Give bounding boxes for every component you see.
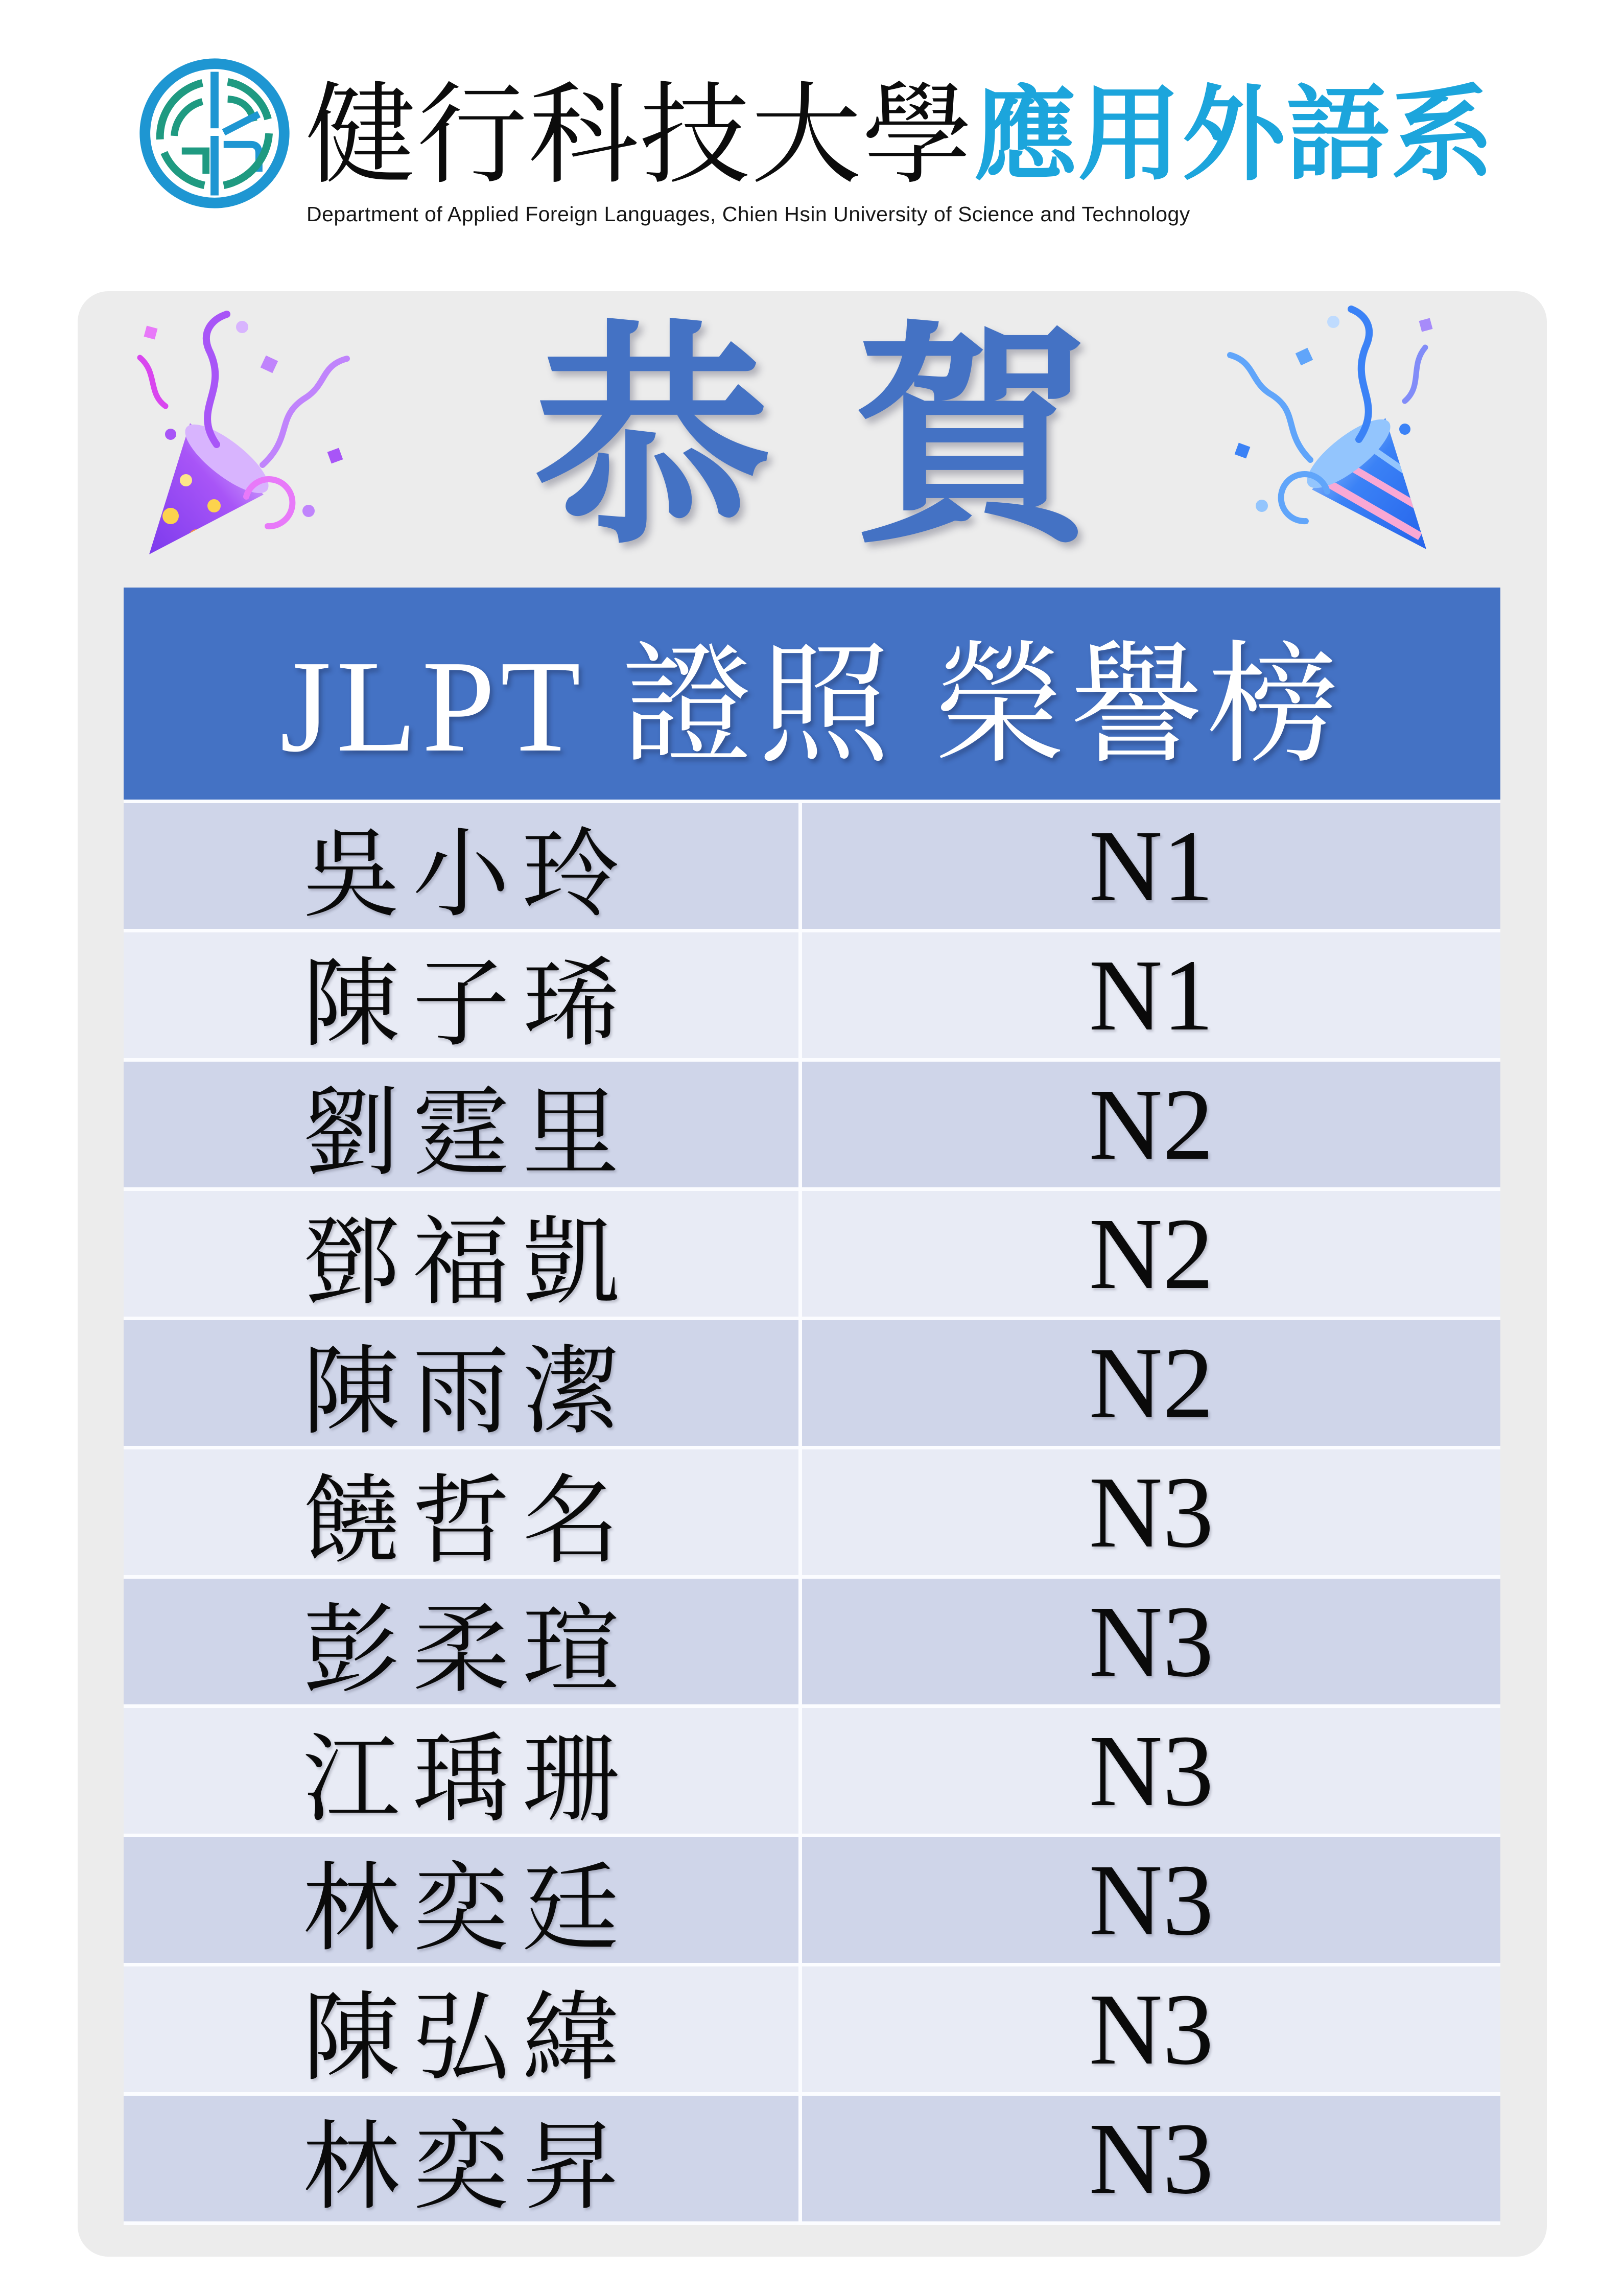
- student-name: 劉霆里: [302, 1080, 632, 1188]
- banner-title: JLPT 證照 榮譽榜: [279, 633, 1345, 779]
- student-name-cell: [124, 1579, 798, 1704]
- jlpt-level: N2: [1089, 1326, 1214, 1440]
- student-name: 陳雨潔: [302, 1339, 632, 1446]
- jlpt-level-cell: [802, 1837, 1500, 1963]
- header: [0, 0, 1624, 291]
- student-name-cell: [124, 1062, 798, 1187]
- student-name: 吳小玲: [302, 822, 632, 929]
- page-title: [305, 41, 1495, 209]
- jlpt-level: N3: [1089, 1973, 1214, 2086]
- student-name: 彭柔瑄: [302, 1597, 632, 1705]
- table-row: [124, 1191, 1500, 1317]
- jlpt-level: N3: [1089, 2102, 1214, 2215]
- student-name: 陳弘緯: [302, 1985, 632, 2093]
- jlpt-level: N2: [1089, 1197, 1214, 1310]
- student-name-cell: [124, 932, 798, 1058]
- student-name-cell: [124, 1966, 798, 2092]
- university-name-zh: 健行科技大學: [305, 75, 974, 197]
- honor-card: [78, 291, 1547, 2257]
- jlpt-level: N3: [1089, 1714, 1214, 1828]
- jlpt-level-cell: [802, 803, 1500, 929]
- student-name-cell: [124, 1708, 798, 1834]
- table-row: [124, 1449, 1500, 1575]
- jlpt-level-cell: [802, 1579, 1500, 1704]
- jlpt-level-cell: [802, 1320, 1500, 1446]
- student-name: 林奕廷: [302, 1856, 632, 1963]
- jlpt-level-cell: [802, 2096, 1500, 2221]
- jlpt-banner: [124, 588, 1500, 800]
- table-row: [124, 803, 1500, 929]
- student-name-cell: [124, 1837, 798, 1963]
- table-row: [124, 1320, 1500, 1446]
- student-name-cell: [124, 1320, 798, 1446]
- student-name: 饒哲名: [302, 1468, 632, 1576]
- table-row: [124, 1837, 1500, 1963]
- jlpt-level: N1: [1089, 809, 1214, 923]
- department-name-en: Department of Applied Foreign Languages, Chien Hsin University of Science and Technology: [307, 202, 1190, 226]
- jlpt-level: N3: [1089, 1585, 1214, 1698]
- table-row: [124, 1966, 1500, 2092]
- student-name: 林奕昇: [302, 2114, 632, 2222]
- student-name-cell: [124, 2096, 798, 2221]
- jlpt-level-cell: [802, 1191, 1500, 1317]
- jlpt-level-cell: [802, 1966, 1500, 2092]
- congrats-title: 恭賀: [534, 310, 1175, 571]
- jlpt-level-cell: [802, 1708, 1500, 1834]
- student-name-cell: [124, 1191, 798, 1317]
- jlpt-level-cell: [802, 1449, 1500, 1575]
- student-name-cell: [124, 803, 798, 929]
- chien-hsin-university-logo-icon: [134, 51, 295, 216]
- department-name-zh: 應用外語系: [974, 76, 1495, 192]
- jlpt-level-cell: [802, 1062, 1500, 1187]
- jlpt-level-cell: [802, 932, 1500, 1058]
- student-name: 鄧福凱: [302, 1209, 632, 1317]
- student-name-cell: [124, 1449, 798, 1575]
- student-name: 江瑀珊: [302, 1726, 632, 1834]
- table-row: [124, 2096, 1500, 2221]
- jlpt-level: N2: [1089, 1068, 1214, 1181]
- table-row: [124, 932, 1500, 1058]
- jlpt-level: N3: [1089, 1456, 1214, 1569]
- jlpt-level: N1: [1089, 939, 1214, 1052]
- table-row: [124, 1708, 1500, 1834]
- jlpt-level: N3: [1089, 1843, 1214, 1957]
- student-name: 陳子琋: [302, 951, 632, 1059]
- table-row: [124, 1062, 1500, 1187]
- table-row: [124, 1579, 1500, 1704]
